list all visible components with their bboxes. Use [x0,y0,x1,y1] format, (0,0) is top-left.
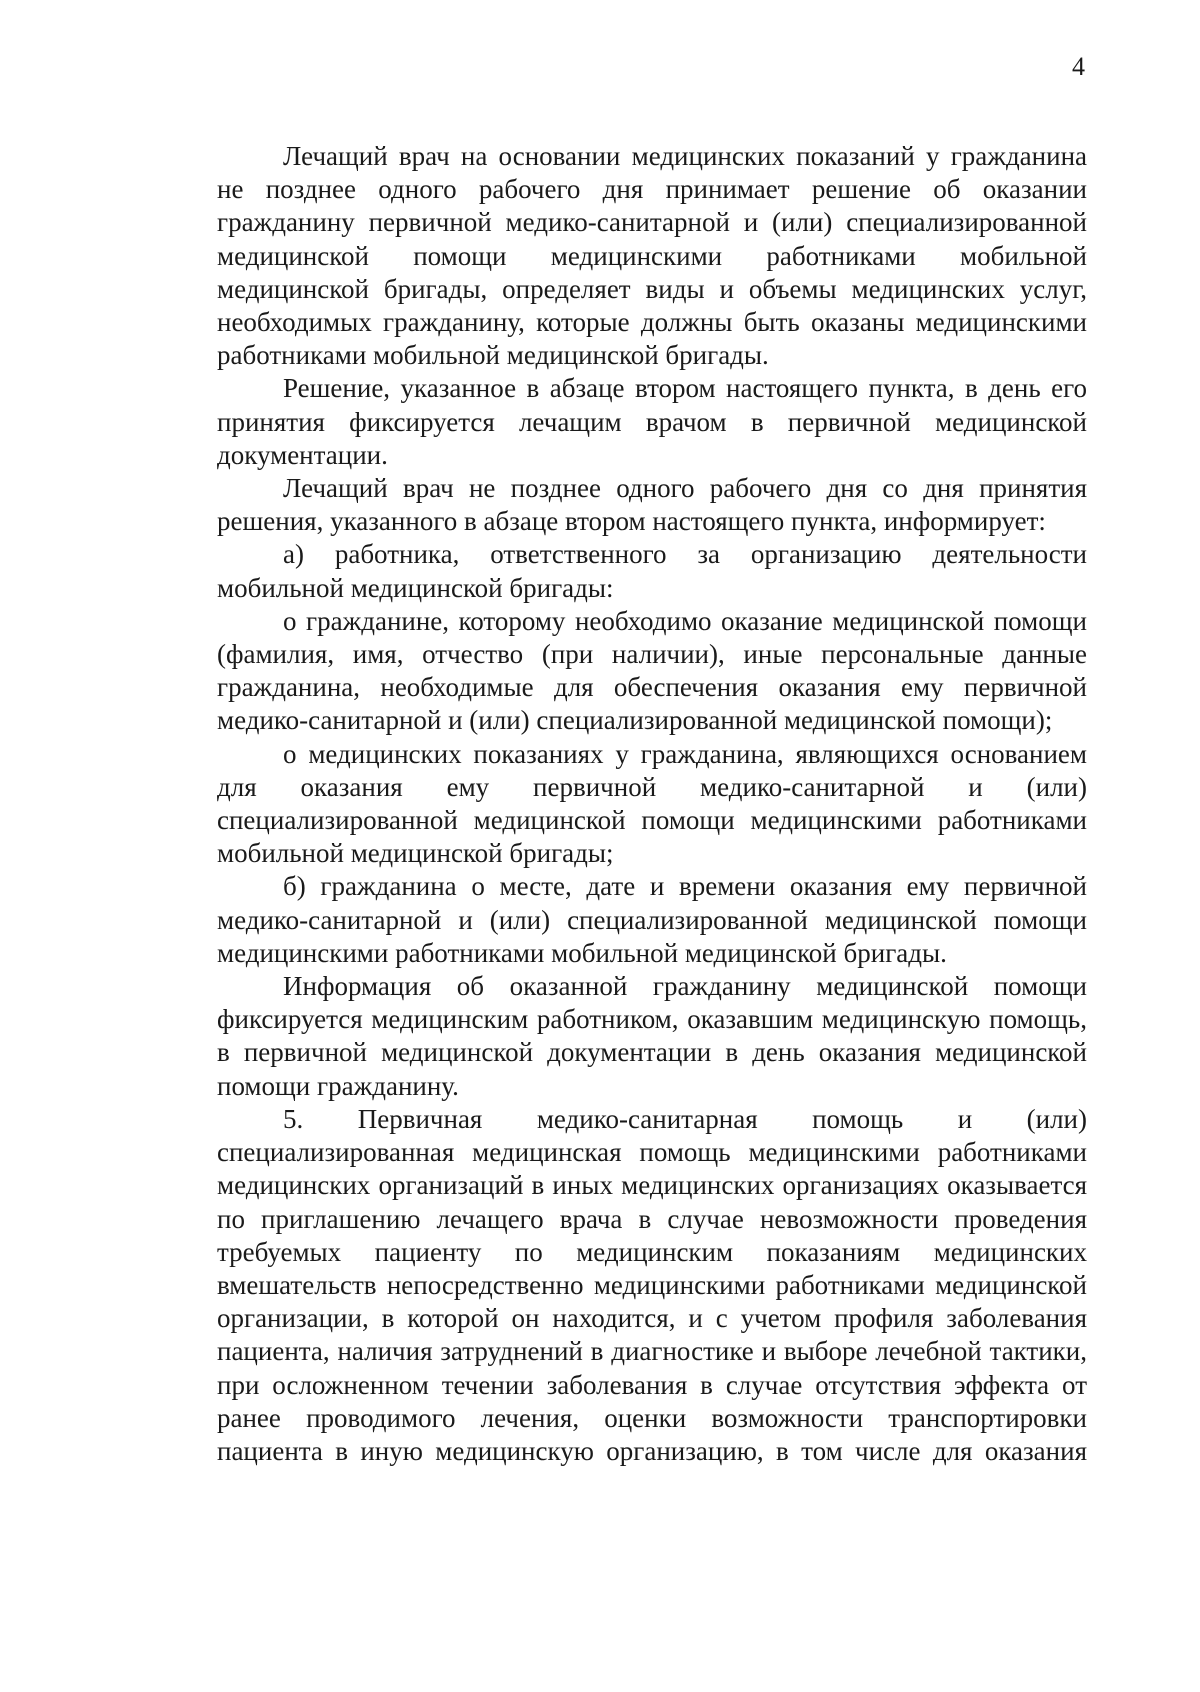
paragraph-citizen-data: о гражданине, которому необходимо оказание медицинской помощи (фамилия, имя, отчество (при наличии), иные персональные данные гражданина, необходимые для обеспечения оказания ему первичной медико-санитарной и (или) специализированной медицинской помощи); [217,605,1087,736]
paragraph-information-recording: Информация об оказанной гражданину медицинской помощи фиксируется медицинским работником, оказавшим медицинскую помощь, в первичной медицинской документации в день оказания медицинской помощи гражданину. [217,971,1087,1101]
paragraph-treating-doctor-decision: Лечащий врач на основании медицинских показаний у гражданина не позднее одного рабочего дня принимает решение об оказании гражданину первичной медико-санитарной и (или) специализированной медицинской помощи медицинскими работниками мобильной медицинской бригады, определяет виды и объемы медицинских услуг, необходимых гражданину, которые должны быть оказаны медицинскими работниками мобильной медицинской бригады. [217,141,1087,371]
paragraph-informing-intro: Лечащий врач не позднее одного рабочего дня со дня принятия решения, указанного в абзаце втором настоящего пункта, информирует: [217,473,1087,537]
page-number: 4 [1072,52,1085,81]
paragraph-item-b: б) гражданина о месте, дате и времени оказания ему первичной медико-санитарной и (или) специализированной медицинской помощи медицинскими работниками мобильной медицинской бригады. [217,871,1087,968]
paragraph-item-a: а) работника, ответственного за организацию деятельности мобильной медицинской бригады: [217,539,1087,603]
paragraph-medical-indications: о медицинских показаниях у гражданина, являющихся основанием для оказания ему первичной медико-санитарной и (или) специализированной медицинской помощи медицинскими работниками мобильной медицинской бригады; [217,738,1087,869]
paragraph-section-5: 5. Первичная медико-санитарная помощь и (или) специализированная медицинская помощь медицинскими работниками медицинских организаций в иных медицинских организациях оказывается по приглашению лечащего врача в случае невозможности проведения требуемых пациенту по медицинским показаниям медицинских вмешательств непосредственно медицинскими работниками медицинской организации, в которой он находится, и с учетом профиля заболевания пациента, наличия затруднений в диагностике и выборе лечебной тактики, при осложненном течении заболевания в случае отсутствия эффекта от ранее проводимого лечения, оценки возможности транспортировки пациента в иную медицинскую организацию, в том числе для оказания [217,1103,1087,1466]
paragraph-decision-recording: Решение, указанное в абзаце втором настоящего пункта, в день его принятия фиксируется лечащим врачом в первичной медицинской документации. [217,373,1087,470]
document-body [217,140,1087,1468]
